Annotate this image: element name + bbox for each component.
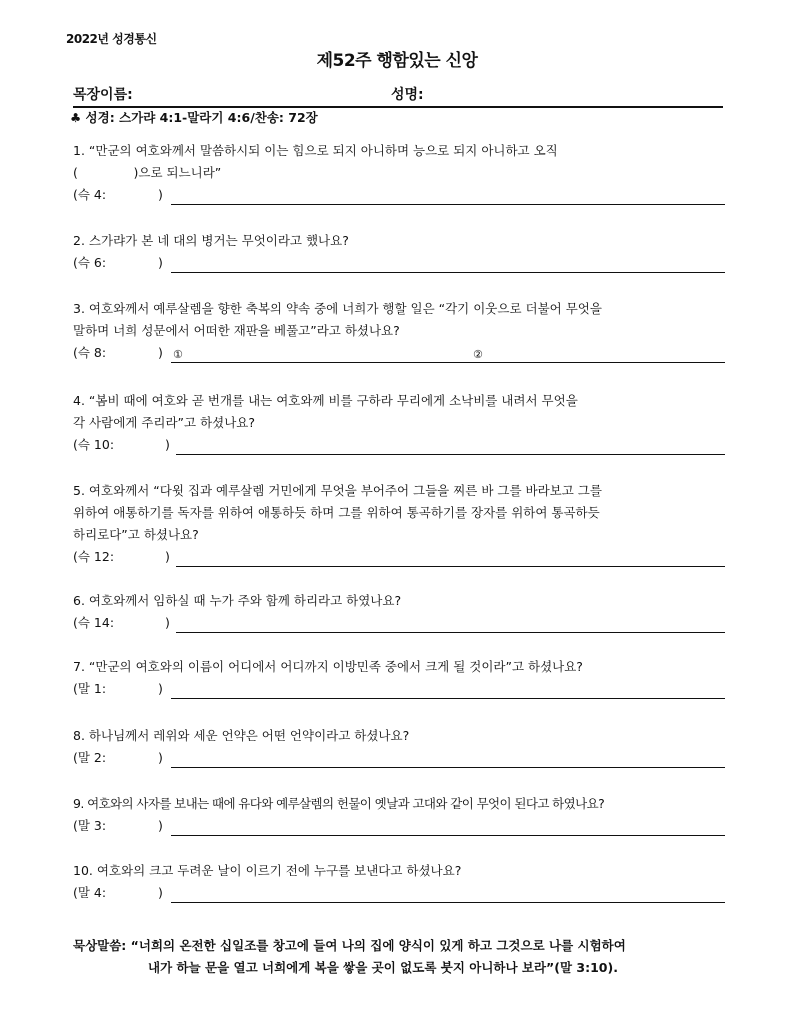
closing-paren: ) bbox=[158, 750, 163, 765]
memory-verse-label: 묵상말씀: bbox=[73, 938, 127, 953]
closing-paren: ) bbox=[165, 549, 170, 564]
page-title: 제52주 행함있는 신앙 bbox=[316, 51, 478, 71]
question-number: 6. bbox=[73, 593, 85, 608]
verse-reference: (슥 10: bbox=[73, 437, 115, 452]
question-number: 8. bbox=[73, 728, 85, 743]
verse-reference: (슥 12: bbox=[73, 549, 115, 564]
answer-row bbox=[73, 252, 725, 274]
closing-paren: ) bbox=[165, 437, 170, 452]
question-text: “봄비 때에 여호와 곧 번개를 내는 여호와께 비를 구하라 무리에게 소낙비를 내려서 무엇을 bbox=[88, 393, 578, 408]
question-text-cont: 말하며 너희 성문에서 어떠한 재판을 베풀고”라고 하셨나요? bbox=[73, 323, 400, 338]
answer-blank[interactable] bbox=[171, 362, 725, 363]
question-number: 5. bbox=[73, 483, 85, 498]
question-text: “만군의 여호와께서 말씀하시되 이는 힘으로 되지 아니하며 능으로 되지 아니하고 오직 bbox=[88, 143, 558, 158]
answer-blank[interactable] bbox=[171, 272, 725, 273]
verse-reference: (말 1: bbox=[73, 681, 107, 696]
answer-blank[interactable] bbox=[171, 204, 725, 205]
question-6 bbox=[73, 590, 725, 634]
answer-row bbox=[73, 882, 725, 904]
question-number: 10. bbox=[73, 863, 93, 878]
question-4 bbox=[73, 390, 725, 456]
answer-blank[interactable] bbox=[171, 902, 725, 903]
verse-reference: (슥 4: bbox=[73, 187, 107, 202]
question-number: 3. bbox=[73, 301, 85, 316]
question-text: 여호와의 크고 두려운 날이 이르기 전에 누구를 보낸다고 하셨나요? bbox=[96, 863, 462, 878]
question-number: 9. bbox=[73, 796, 84, 811]
question-text: “만군의 여호와의 이름이 어디에서 어디까지 이방민족 중에서 크게 될 것이라”고 하셨나요? bbox=[88, 659, 583, 674]
answer-blank[interactable] bbox=[176, 566, 725, 567]
question-number: 1. bbox=[73, 143, 85, 158]
person-name-label: 성명: bbox=[391, 87, 424, 103]
closing-paren: ) bbox=[158, 818, 163, 833]
verse-reference: (슥 6: bbox=[73, 255, 107, 270]
question-text-cont: 하리로다”고 하셨나요? bbox=[73, 527, 199, 542]
closing-paren: ) bbox=[158, 187, 163, 202]
answer-blank[interactable] bbox=[176, 632, 725, 633]
question-10 bbox=[73, 860, 725, 904]
closing-paren: ) bbox=[158, 345, 163, 360]
answer-marker-2: ② bbox=[473, 348, 483, 361]
question-text-cont: 위하여 애통하기를 독자를 위하여 애통하듯 하며 그를 위하여 통곡하기를 장자를 위하여 통곡하듯 bbox=[73, 505, 600, 520]
question-number: 7. bbox=[73, 659, 85, 674]
answer-marker-1: ① bbox=[173, 348, 183, 361]
question-7 bbox=[73, 656, 725, 700]
answer-row bbox=[73, 184, 725, 206]
question-9 bbox=[73, 793, 733, 837]
answer-blank[interactable] bbox=[176, 454, 725, 455]
memory-verse-line-1: “너희의 온전한 십일조를 창고에 들여 나의 집에 양식이 있게 하고 그것으로 나를 시험하여 bbox=[130, 938, 626, 953]
scripture-hymn-line: ♣ 성경: 스가랴 4:1-말라기 4:6/찬송: 72장 bbox=[70, 110, 318, 125]
verse-reference: (말 3: bbox=[73, 818, 107, 833]
answer-blank[interactable] bbox=[171, 698, 725, 699]
question-3 bbox=[73, 298, 725, 364]
closing-paren: ) bbox=[165, 615, 170, 630]
closing-paren: ) bbox=[158, 255, 163, 270]
answer-row bbox=[73, 612, 725, 634]
question-text-cont: 각 사람에게 주리라”고 하셨나요? bbox=[73, 415, 256, 430]
question-2 bbox=[73, 230, 725, 274]
verse-reference: (슥 14: bbox=[73, 615, 115, 630]
question-1 bbox=[73, 140, 725, 206]
answer-row bbox=[73, 434, 725, 456]
question-number: 2. bbox=[73, 233, 85, 248]
answer-blank[interactable] bbox=[171, 767, 725, 768]
answer-row bbox=[73, 342, 725, 364]
question-8 bbox=[73, 725, 725, 769]
question-text-cont: ( )으로 되느니라” bbox=[73, 165, 222, 180]
newsletter-tag: 2022년 성경통신 bbox=[66, 32, 157, 46]
answer-row bbox=[73, 747, 725, 769]
question-5 bbox=[73, 480, 725, 568]
question-number: 4. bbox=[73, 393, 85, 408]
closing-paren: ) bbox=[158, 885, 163, 900]
question-text: 여호와의 사자를 보내는 때에 유다와 예루살렘의 헌물이 옛날과 고대와 같이 무엇이 된다고 하였나요? bbox=[87, 796, 605, 811]
question-text: 스가랴가 본 네 대의 병거는 무엇이라고 했나요? bbox=[88, 233, 349, 248]
verse-reference: (슥 8: bbox=[73, 345, 107, 360]
memory-verse bbox=[73, 935, 733, 979]
question-text: 하나님께서 레위와 세운 언약은 어떤 언약이라고 하셨나요? bbox=[88, 728, 410, 743]
answer-row bbox=[73, 546, 725, 568]
closing-paren: ) bbox=[158, 681, 163, 696]
group-name-label: 목장이름: bbox=[73, 87, 133, 103]
question-text: 여호와께서 “다윗 집과 예루살렘 거민에게 무엇을 부어주어 그들을 찌른 바 그를 바라보고 그를 bbox=[88, 483, 602, 498]
answer-row bbox=[73, 815, 725, 837]
verse-reference: (말 4: bbox=[73, 885, 107, 900]
answer-blank[interactable] bbox=[171, 835, 725, 836]
verse-reference: (말 2: bbox=[73, 750, 107, 765]
answer-row bbox=[73, 678, 725, 700]
name-fields-row bbox=[73, 84, 723, 108]
memory-verse-line-2: 내가 하늘 문을 열고 너희에게 복을 쌓을 곳이 없도록 붓지 아니하나 보라”(말 3:10). bbox=[148, 960, 618, 975]
question-text: 여호와께서 예루살렘을 향한 축복의 약속 중에 너희가 행할 일은 “각기 이웃으로 더불어 무엇을 bbox=[88, 301, 602, 316]
question-text: 여호와께서 임하실 때 누가 주와 함께 하리라고 하였나요? bbox=[88, 593, 402, 608]
